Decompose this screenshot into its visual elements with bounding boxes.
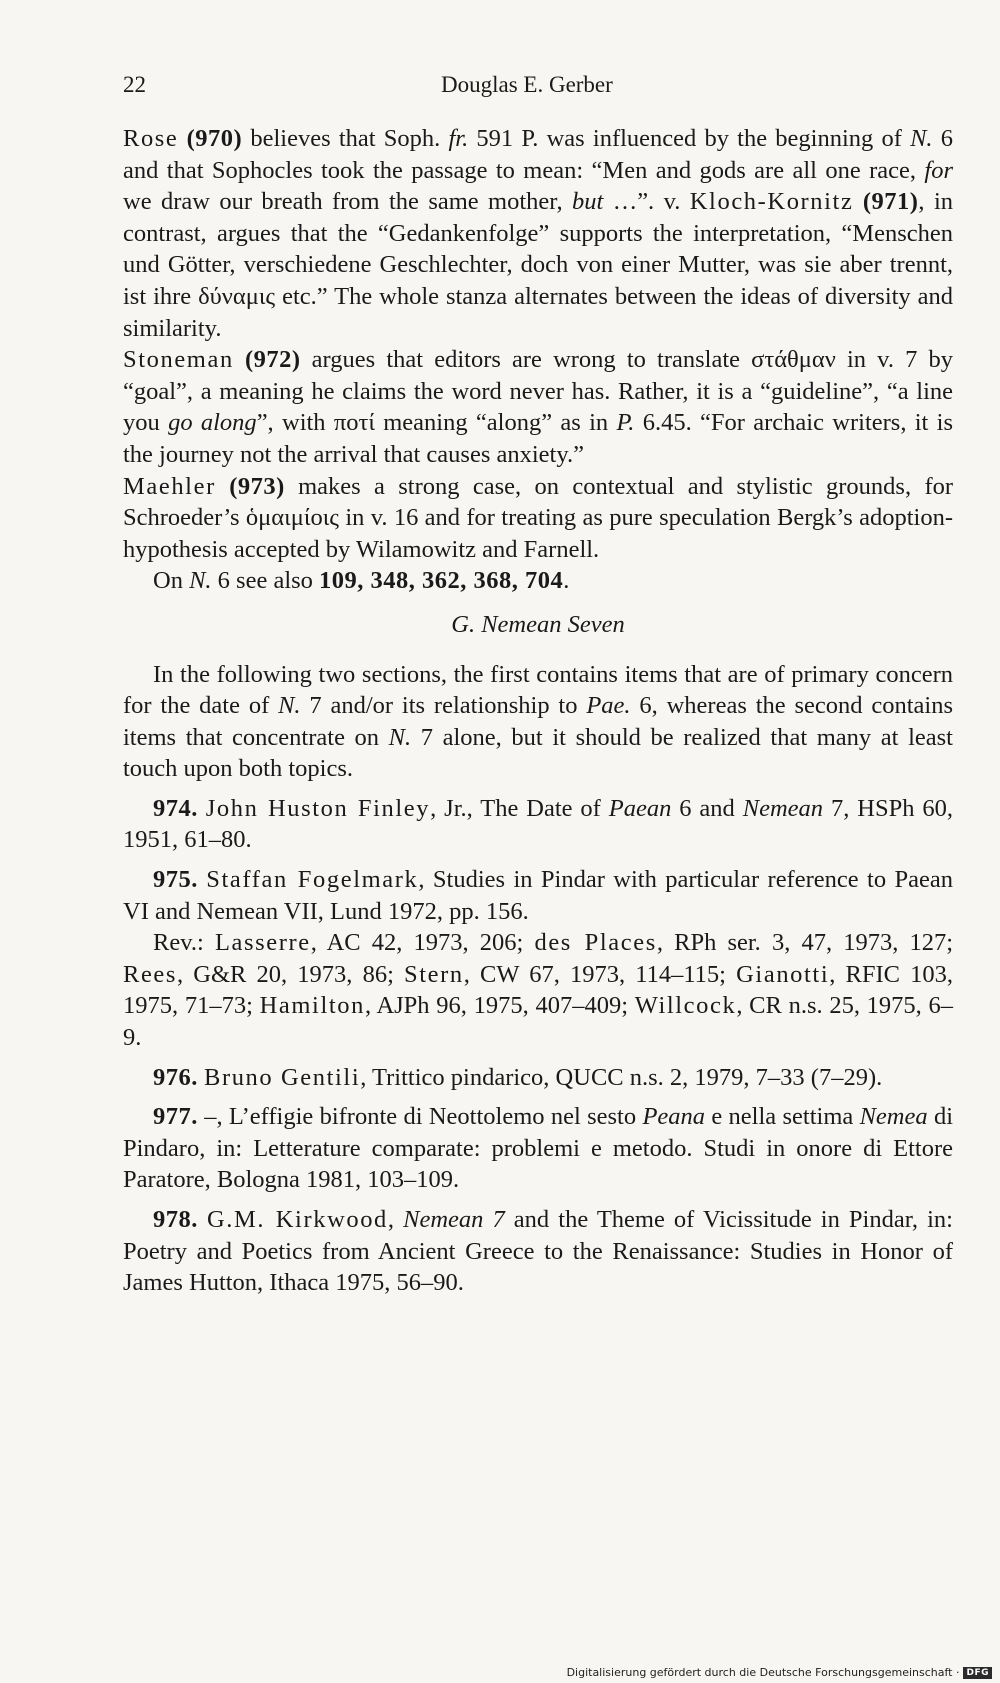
text-run: , Trittico pindarico, QUCC n.s. 2, 1979, 7–33 (7–29). bbox=[360, 1063, 883, 1091]
text-run: , RPh ser. 3, 47, 1973, 127; bbox=[656, 929, 954, 957]
text-run: , Jr., The Date of bbox=[430, 794, 609, 822]
italic-run: Nemea bbox=[859, 1103, 928, 1131]
text-run: , CW 67, 1973, 114–115; bbox=[463, 960, 737, 988]
reviewer-name: Lasserre bbox=[214, 929, 311, 957]
text-run: 6.45. “For archaic writers, it is the journey not the arrival that causes anxiety.” bbox=[123, 409, 954, 468]
italic-run: fr. bbox=[448, 125, 469, 152]
italic-run: P. bbox=[616, 409, 635, 437]
text-run: , AC 42, 1973, 206; bbox=[310, 929, 535, 957]
reviewer-name: Willcock bbox=[634, 992, 737, 1020]
entry-author: G.M. Kirkwood bbox=[206, 1206, 388, 1233]
paragraph-rose bbox=[123, 123, 953, 344]
reviewer-name: Rees bbox=[123, 960, 178, 988]
text-run: 7 and/or its relationship to bbox=[300, 692, 587, 720]
footer-text: Digitalisierung gefördert durch die Deutsche Forschungsgemeinschaft · bbox=[566, 1666, 960, 1679]
text-run: On bbox=[153, 567, 190, 595]
text-run: and the Theme of Vicissitude in Pindar, in: Poetry and Poetics from Ancient Greece to the Renaissance: Studies in Honor of James Hutton, Ithaca 1975, 56–90. bbox=[123, 1206, 953, 1297]
text-run: In the following two sections, the first contains items that are of primary concern for the date of bbox=[123, 660, 953, 720]
paragraph-stoneman bbox=[123, 344, 953, 470]
text-run: we draw our breath from the same mother, bbox=[123, 188, 572, 216]
running-head-author: Douglas E. Gerber bbox=[441, 72, 613, 97]
body-text bbox=[123, 123, 953, 1299]
entry-number: 978. bbox=[153, 1206, 198, 1233]
text-run: , Studies in Pindar with particular reference to Paean VI and Nemean VII, Lund 1972, pp. 156. bbox=[123, 866, 954, 925]
italic-run: Pae. bbox=[586, 692, 631, 720]
text-run: , AJPh 96, 1975, 407–409; bbox=[364, 992, 635, 1020]
paragraph-intro bbox=[123, 659, 953, 785]
text-run: 6 and bbox=[671, 794, 743, 822]
entry-reference: (972) bbox=[244, 346, 301, 374]
italic-run: N. bbox=[278, 692, 301, 720]
digitization-footer bbox=[567, 1666, 992, 1679]
text-run: ”, with ποτί meaning “along” as in bbox=[256, 409, 617, 437]
text-run: , G&R 20, 1973, 86; bbox=[177, 960, 405, 988]
entry-author: John Huston Finley bbox=[205, 794, 431, 822]
text-run: , CR n.s. 25, 1975, 6–9. bbox=[123, 992, 953, 1052]
text-run: . bbox=[563, 567, 570, 595]
reviewer-name: Stern bbox=[404, 960, 464, 988]
text-run: …”. v. bbox=[603, 188, 690, 216]
entry-number: 976. bbox=[153, 1063, 198, 1091]
bibliography-entry-975 bbox=[123, 864, 953, 927]
dfg-logo-icon: DFG bbox=[963, 1667, 992, 1679]
text-run: , bbox=[387, 1206, 404, 1233]
italic-run: N. bbox=[189, 567, 212, 595]
text-run: Rev.: bbox=[153, 929, 215, 957]
text-run: 7, HSPh 60, 1951, 61–80. bbox=[123, 794, 953, 854]
reviewer-name: Gianotti bbox=[736, 960, 830, 988]
italic-run: N. bbox=[910, 125, 933, 152]
entry-author: Staffan Fogelmark bbox=[206, 866, 419, 894]
italic-run: Peana bbox=[642, 1103, 706, 1131]
entry-author: – bbox=[204, 1103, 217, 1131]
reviews-list bbox=[123, 927, 953, 1053]
italic-run: for bbox=[924, 156, 953, 184]
scholar-name: Maehler bbox=[123, 472, 216, 500]
bibliography-entry-974 bbox=[123, 793, 953, 856]
entry-reference: (973) bbox=[229, 472, 285, 500]
entry-number: 977. bbox=[153, 1103, 198, 1131]
text-run: 591 P. was influenced by the beginning of bbox=[468, 125, 911, 152]
page-number: 22 bbox=[123, 72, 146, 97]
cross-references: 109, 348, 362, 368, 704 bbox=[319, 567, 564, 595]
paragraph-maehler bbox=[123, 471, 953, 566]
text-run: di Pindaro, in: Letterature comparate: problemi e metodo. Studi in onore di Ettore Paratore, Bologna 1981, 103–109. bbox=[123, 1103, 954, 1194]
bibliography-entry-976 bbox=[123, 1062, 953, 1094]
entry-reference: (970) bbox=[186, 125, 243, 152]
entry-number: 975. bbox=[153, 866, 198, 894]
text-run: , L’effigie bifronte di Neottolemo nel sesto bbox=[216, 1103, 643, 1131]
italic-run: Nemean bbox=[742, 794, 824, 822]
section-heading: G. Nemean Seven bbox=[451, 610, 625, 638]
text-run: e nella settima bbox=[705, 1103, 860, 1131]
text-run: 6 and that Sophocles took the passage to mean: “Men and gods are all one race, bbox=[123, 125, 954, 184]
text-run: believes that Soph. bbox=[242, 125, 449, 152]
text-run: , in contrast, argues that the “Gedankenfolge” supports the interpretation, “Menschen und Götter, verschiedene Geschlechter, doch von einer Mutter, was sie aber trennt, ist ihre δύναμις etc.” The whole stanza alternates between the ideas of diversity and similarity. bbox=[123, 188, 953, 342]
text-run: makes a strong case, on contextual and stylistic grounds, for Schroeder’s ὁμαιμίοις in v. 16 and for treating as pure speculation Bergk’s adoption-hypothesis accepted by Wilamowitz and Farnell. bbox=[123, 472, 954, 563]
scholar-name: Stoneman bbox=[123, 346, 234, 374]
text-run: 6, whereas the second contains items that concentrate on bbox=[123, 692, 954, 751]
italic-run: N. bbox=[388, 723, 412, 751]
entry-author: Bruno Gentili bbox=[204, 1063, 361, 1091]
scholar-name: Rose bbox=[123, 125, 179, 152]
italic-run: Paean bbox=[608, 794, 672, 822]
italic-run: go along bbox=[168, 409, 257, 437]
text-run: 6 see also bbox=[211, 567, 320, 595]
bibliography-entry-977 bbox=[123, 1101, 953, 1196]
bibliography-entry-978 bbox=[123, 1204, 953, 1299]
reviewer-name: Hamilton bbox=[259, 992, 365, 1020]
entry-number: 974. bbox=[153, 794, 198, 822]
reviewer-name: des Places bbox=[534, 929, 657, 957]
scholar-name: Kloch-Kornitz bbox=[689, 188, 854, 216]
italic-run: but bbox=[571, 188, 604, 216]
paragraph-see-also bbox=[123, 565, 953, 597]
entry-reference: (971) bbox=[862, 188, 919, 216]
text-run: argues that editors are wrong to translate στάθμαν in v. 7 by “goal”, a meaning he claims the word never has. Rather, it is a “guideline”, “a line you bbox=[123, 346, 953, 437]
italic-run: Nemean 7 bbox=[403, 1206, 505, 1233]
text-run: , RFIC 103, 1975, 71–73; bbox=[123, 960, 954, 1020]
text-run: 7 alone, but it should be realized that many at least touch upon both topics. bbox=[123, 723, 953, 783]
